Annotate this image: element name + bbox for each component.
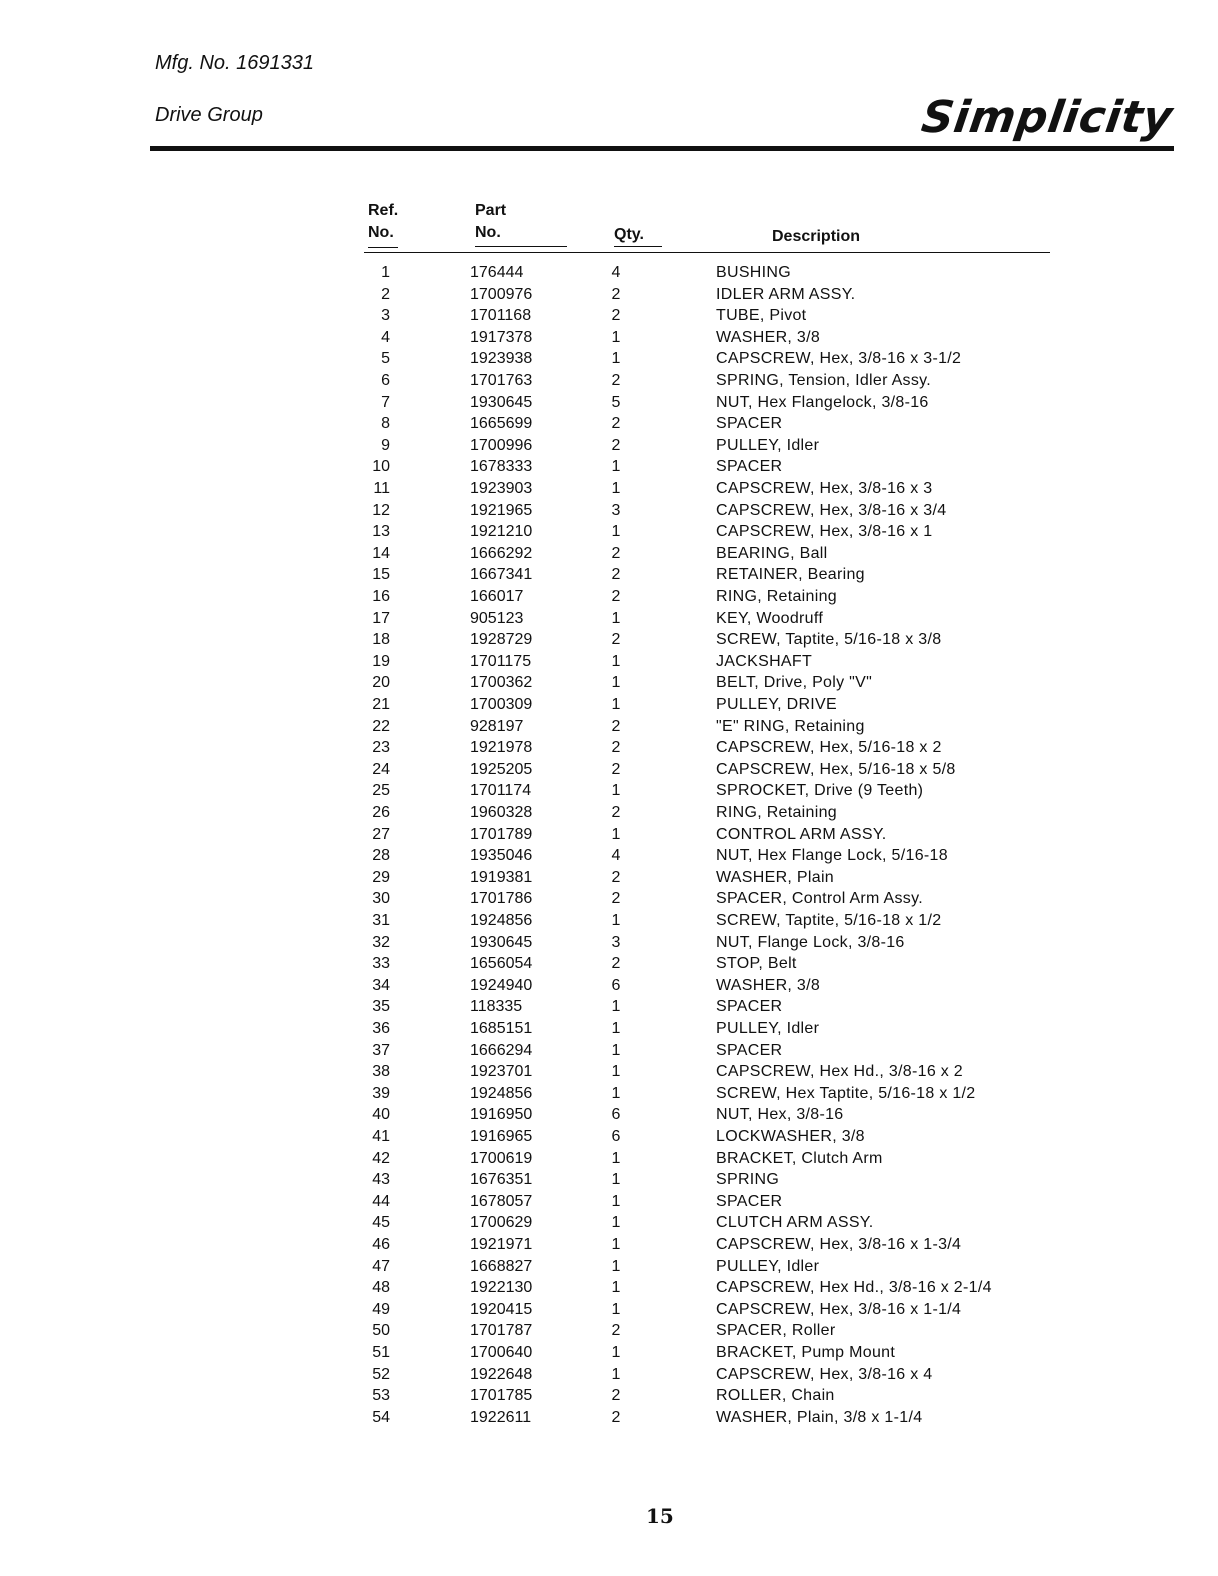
part-number-cell: 1921210 [470, 523, 533, 541]
part-header-underline [475, 246, 567, 247]
ref-cell: 4 [381, 328, 390, 346]
part-number-cell: 905123 [470, 609, 524, 627]
description-cell: SPACER [716, 1041, 783, 1059]
ref-cell: 5 [381, 350, 390, 368]
ref-cell: 28 [372, 847, 390, 865]
table-row [0, 564, 1218, 585]
part-number-cell: 176444 [470, 264, 524, 281]
description-cell: SPROCKET, Drive (9 Teeth) [716, 782, 924, 800]
qty-cell: 1 [611, 652, 621, 670]
part-number-cell: 1701789 [470, 825, 533, 843]
part-number-cell: 1700629 [470, 1214, 533, 1232]
description-cell: IDLER ARM ASSY. [716, 285, 856, 303]
ref-cell: 31 [372, 912, 390, 929]
qty-cell: 1 [611, 1084, 621, 1102]
table-row [0, 262, 1218, 283]
table-row [0, 1407, 1218, 1428]
table-row [0, 1212, 1218, 1233]
table-row [0, 1256, 1218, 1277]
qty-cell: 2 [611, 415, 621, 433]
table-row [0, 1040, 1218, 1061]
description-cell: CLUTCH ARM ASSY. [716, 1214, 874, 1232]
table-row [0, 305, 1218, 326]
page-number: 15 [646, 1504, 674, 1528]
table-row [0, 608, 1218, 629]
table-row [0, 672, 1218, 693]
table-row [0, 867, 1218, 888]
table-row [0, 1061, 1218, 1082]
description-cell: CAPSCREW, Hex Hd., 3/8-16 x 2 [716, 1063, 964, 1081]
ref-cell: 26 [372, 804, 390, 821]
description-cell: CAPSCREW, Hex Hd., 3/8-16 x 2-1/4 [716, 1279, 992, 1297]
part-number-cell: 1922611 [470, 1408, 532, 1426]
table-row [0, 780, 1218, 801]
ref-cell: 50 [372, 1322, 390, 1340]
ref-cell: 40 [372, 1106, 390, 1124]
qty-cell: 1 [611, 998, 621, 1016]
qty-cell: 2 [611, 890, 621, 908]
table-row [0, 1320, 1218, 1341]
description-cell: SPACER [716, 415, 783, 433]
ref-cell: 6 [381, 372, 390, 389]
description-cell: BEARING, Ball [716, 544, 828, 562]
qty-cell: 1 [611, 1171, 621, 1189]
brand-logo: Simplicity [918, 92, 1176, 143]
ref-header-underline [368, 247, 398, 248]
part-number-cell: 1923701 [470, 1063, 533, 1081]
ref-cell: 51 [372, 1344, 390, 1361]
ref-cell: 45 [372, 1214, 390, 1232]
description-cell: SPRING, Tension, Idler Assy. [716, 372, 932, 389]
table-row [0, 888, 1218, 909]
ref-cell: 19 [372, 652, 390, 670]
qty-cell: 1 [611, 328, 621, 346]
description-cell: BUSHING [716, 264, 791, 281]
part-number-cell: 166017 [470, 588, 524, 605]
description-cell: SCREW, Taptite, 5/16-18 x 1/2 [716, 912, 942, 929]
part-number-cell: 1928729 [470, 631, 533, 649]
ref-cell: 1 [381, 264, 390, 281]
description-cell: CAPSCREW, Hex, 3/8-16 x 1-1/4 [716, 1300, 962, 1318]
description-cell: CAPSCREW, Hex, 3/8-16 x 3-1/2 [716, 350, 962, 368]
description-cell: NUT, Flange Lock, 3/8-16 [716, 933, 905, 951]
part-number-cell: 1668827 [470, 1257, 533, 1275]
part-number-cell: 1935046 [470, 847, 533, 865]
ref-cell: 37 [372, 1041, 390, 1059]
qty-cell: 2 [611, 566, 621, 584]
ref-cell: 21 [372, 696, 390, 713]
table-row [0, 629, 1218, 650]
qty-cell: 2 [611, 804, 621, 821]
part-number-cell: 1960328 [470, 804, 533, 821]
qty-cell: 1 [611, 480, 621, 497]
ref-cell: 52 [372, 1365, 390, 1383]
part-number-cell: 1916965 [470, 1128, 533, 1145]
ref-header-line2: No. [368, 224, 394, 241]
qty-cell: 1 [611, 1236, 621, 1253]
table-row [0, 348, 1218, 369]
qty-cell: 1 [611, 1300, 621, 1318]
qty-cell: 2 [611, 1322, 621, 1340]
ref-cell: 18 [372, 631, 390, 649]
part-column-header [475, 200, 506, 244]
description-cell: TUBE, Pivot [716, 307, 807, 325]
ref-cell: 49 [372, 1300, 390, 1318]
ref-cell: 11 [373, 480, 390, 497]
description-cell: KEY, Woodruff [716, 609, 824, 627]
part-number-cell: 1676351 [470, 1171, 533, 1189]
table-row [0, 716, 1218, 737]
ref-cell: 32 [372, 933, 390, 951]
qty-cell: 6 [611, 1128, 621, 1145]
ref-column-header [368, 200, 398, 244]
ref-cell: 43 [372, 1171, 390, 1189]
qty-cell: 1 [611, 1192, 621, 1210]
description-cell: "E" RING, Retaining [716, 717, 865, 735]
ref-cell: 24 [372, 760, 390, 778]
table-row [0, 478, 1218, 499]
ref-cell: 12 [372, 501, 390, 519]
qty-cell: 1 [611, 696, 621, 713]
ref-cell: 15 [372, 566, 390, 584]
part-number-cell: 1701785 [470, 1387, 533, 1405]
table-row [0, 392, 1218, 413]
qty-cell: 2 [611, 544, 621, 562]
table-row [0, 284, 1218, 305]
part-number-cell: 1916950 [470, 1106, 533, 1124]
part-number-cell: 1925205 [470, 760, 533, 778]
part-number-cell: 1924940 [470, 976, 533, 994]
ref-cell: 7 [381, 393, 390, 411]
qty-cell: 4 [611, 264, 621, 281]
description-cell: SPACER, Control Arm Assy. [716, 890, 923, 908]
table-row [0, 1234, 1218, 1255]
part-header-line2: No. [475, 224, 501, 241]
ref-cell: 27 [372, 825, 390, 843]
description-cell: CAPSCREW, Hex, 3/8-16 x 3 [716, 480, 933, 497]
qty-cell: 2 [611, 588, 621, 605]
ref-cell: 30 [372, 890, 390, 908]
table-row [0, 1191, 1218, 1212]
part-number-cell: 1923903 [470, 480, 533, 497]
description-cell: LOCKWASHER, 3/8 [716, 1128, 865, 1145]
description-cell: CAPSCREW, Hex, 3/8-16 x 4 [716, 1365, 933, 1383]
qty-cell: 1 [611, 1365, 621, 1383]
qty-header-underline [614, 246, 662, 247]
ref-cell: 20 [372, 674, 390, 692]
description-cell: SPRING [716, 1171, 780, 1189]
ref-cell: 53 [372, 1387, 390, 1405]
ref-cell: 33 [372, 955, 390, 973]
ref-cell: 13 [372, 523, 390, 541]
qty-cell: 2 [611, 307, 621, 325]
description-cell: NUT, Hex Flange Lock, 5/16-18 [716, 847, 948, 865]
table-row [0, 370, 1218, 391]
qty-cell: 2 [611, 717, 621, 735]
table-row [0, 456, 1218, 477]
table-row [0, 327, 1218, 348]
qty-cell: 1 [611, 1041, 621, 1059]
description-cell: SCREW, Taptite, 5/16-18 x 3/8 [716, 631, 942, 649]
table-row [0, 932, 1218, 953]
ref-cell: 41 [372, 1128, 390, 1145]
description-cell: SPACER [716, 458, 783, 476]
table-row [0, 1169, 1218, 1190]
description-cell: WASHER, 3/8 [716, 976, 821, 994]
part-number-cell: 1666294 [470, 1041, 533, 1059]
part-number-cell: 1930645 [470, 393, 533, 411]
description-cell: SPACER, Roller [716, 1322, 836, 1340]
description-cell: JACKSHAFT [716, 652, 813, 670]
part-number-cell: 1701174 [470, 782, 532, 800]
qty-cell: 1 [611, 609, 621, 627]
table-row [0, 1018, 1218, 1039]
part-number-cell: 1701168 [470, 307, 532, 325]
table-row [0, 413, 1218, 434]
ref-cell: 16 [372, 588, 390, 605]
ref-cell: 23 [372, 739, 390, 757]
table-row [0, 1277, 1218, 1298]
description-cell: NUT, Hex, 3/8-16 [716, 1106, 844, 1124]
description-cell: CAPSCREW, Hex, 3/8-16 x 1 [716, 523, 933, 541]
table-row [0, 694, 1218, 715]
part-number-cell: 1665699 [470, 415, 533, 433]
ref-cell: 17 [372, 609, 390, 627]
qty-cell: 3 [611, 501, 621, 519]
qty-cell: 1 [611, 912, 621, 929]
qty-cell: 2 [611, 631, 621, 649]
qty-cell: 2 [611, 285, 621, 303]
qty-cell: 1 [611, 825, 621, 843]
part-number-cell: 1700619 [470, 1149, 533, 1167]
ref-cell: 14 [372, 544, 390, 562]
part-number-cell: 1921978 [470, 739, 533, 757]
description-cell: BRACKET, Pump Mount [716, 1344, 896, 1361]
qty-cell: 3 [611, 933, 621, 951]
ref-cell: 25 [372, 782, 390, 800]
table-row [0, 1299, 1218, 1320]
part-number-cell: 1678333 [470, 458, 533, 476]
table-row [0, 435, 1218, 456]
description-cell: CAPSCREW, Hex, 3/8-16 x 3/4 [716, 501, 947, 519]
table-row [0, 802, 1218, 823]
description-cell: BELT, Drive, Poly "V" [716, 674, 873, 692]
qty-cell: 1 [611, 458, 621, 476]
part-number-cell: 1924856 [470, 912, 533, 929]
part-number-cell: 1922130 [470, 1279, 533, 1297]
qty-cell: 2 [611, 868, 621, 886]
part-number-cell: 1700976 [470, 285, 533, 303]
table-row [0, 737, 1218, 758]
table-row [0, 759, 1218, 780]
ref-cell: 35 [372, 998, 390, 1016]
table-row [0, 1126, 1218, 1147]
description-cell: PULLEY, Idler [716, 436, 820, 454]
table-row [0, 521, 1218, 542]
table-row [0, 1083, 1218, 1104]
ref-cell: 54 [372, 1408, 390, 1426]
part-number-cell: 1923938 [470, 350, 533, 368]
part-number-cell: 1921971 [470, 1236, 533, 1253]
qty-cell: 1 [611, 674, 621, 692]
ref-cell: 44 [372, 1192, 390, 1210]
part-number-cell: 1919381 [470, 868, 533, 886]
part-number-cell: 118335 [470, 998, 523, 1016]
description-cell: RING, Retaining [716, 804, 837, 821]
qty-cell: 1 [611, 1344, 621, 1361]
ref-cell: 36 [372, 1020, 390, 1037]
description-cell: NUT, Hex Flangelock, 3/8-16 [716, 393, 929, 411]
qty-cell: 2 [611, 436, 621, 454]
qty-cell: 1 [611, 523, 621, 541]
table-row [0, 824, 1218, 845]
part-number-cell: 1930645 [470, 933, 533, 951]
qty-cell: 2 [611, 372, 621, 389]
part-number-cell: 1678057 [470, 1192, 533, 1210]
description-cell: WASHER, Plain [716, 868, 835, 886]
description-cell: RETAINER, Bearing [716, 566, 865, 584]
qty-cell: 1 [611, 1063, 621, 1081]
qty-cell: 1 [611, 1020, 621, 1037]
description-cell: CAPSCREW, Hex, 5/16-18 x 5/8 [716, 760, 956, 778]
qty-cell: 2 [611, 955, 621, 973]
ref-cell: 22 [372, 717, 390, 735]
qty-cell: 1 [611, 1279, 621, 1297]
description-cell: CAPSCREW, Hex, 5/16-18 x 2 [716, 739, 942, 757]
part-number-cell: 1701786 [470, 890, 533, 908]
ref-cell: 38 [372, 1063, 390, 1081]
description-cell: WASHER, 3/8 [716, 328, 821, 346]
part-number-cell: 1700996 [470, 436, 533, 454]
table-row [0, 1104, 1218, 1125]
part-number-cell: 1700362 [470, 674, 533, 692]
table-row [0, 1342, 1218, 1363]
part-number-cell: 1917378 [470, 328, 533, 346]
table-row [0, 910, 1218, 931]
table-row [0, 845, 1218, 866]
table-row [0, 975, 1218, 996]
qty-cell: 1 [611, 1214, 621, 1232]
part-number-cell: 1700640 [470, 1344, 533, 1361]
manufacturer-number: Mfg. No. 1691331 [155, 52, 314, 74]
qty-cell: 1 [611, 782, 621, 800]
table-row [0, 500, 1218, 521]
qty-cell: 1 [611, 350, 621, 368]
qty-cell: 2 [611, 739, 621, 757]
qty-cell: 1 [611, 1257, 621, 1275]
description-cell: SPACER [716, 998, 783, 1016]
ref-header-line1: Ref. [368, 202, 399, 219]
ref-cell: 10 [372, 458, 390, 476]
description-cell: PULLEY, Idler [716, 1257, 820, 1275]
ref-cell: 2 [381, 285, 390, 303]
part-number-cell: 1666292 [470, 544, 533, 562]
ref-cell: 34 [372, 976, 390, 994]
part-header-line1: Part [475, 202, 507, 219]
ref-cell: 48 [372, 1279, 390, 1297]
ref-cell: 29 [372, 868, 390, 886]
description-column-header: Description [772, 228, 861, 245]
ref-cell: 9 [381, 436, 390, 454]
qty-cell: 2 [611, 760, 621, 778]
part-number-cell: 1701763 [470, 372, 533, 389]
section-title: Drive Group [155, 104, 263, 126]
qty-cell: 2 [611, 1408, 621, 1426]
description-cell: PULLEY, Idler [716, 1020, 820, 1037]
description-cell: SCREW, Hex Taptite, 5/16-18 x 1/2 [716, 1084, 976, 1102]
qty-cell: 1 [611, 1149, 621, 1167]
part-number-cell: 1920415 [470, 1300, 533, 1318]
part-number-cell: 1685151 [470, 1020, 533, 1037]
ref-cell: 8 [381, 415, 390, 433]
part-number-cell: 1701175 [470, 652, 532, 670]
qty-cell: 5 [611, 393, 621, 411]
description-cell: RING, Retaining [716, 588, 837, 605]
table-row [0, 1148, 1218, 1169]
qty-cell: 2 [611, 1387, 621, 1405]
part-number-cell: 1667341 [470, 566, 533, 584]
qty-cell: 6 [611, 1106, 621, 1124]
part-number-cell: 928197 [470, 717, 524, 735]
ref-cell: 39 [372, 1084, 390, 1102]
table-row [0, 651, 1218, 672]
description-cell: ROLLER, Chain [716, 1387, 835, 1405]
description-cell: CAPSCREW, Hex, 3/8-16 x 1-3/4 [716, 1236, 962, 1253]
ref-cell: 46 [372, 1236, 390, 1253]
table-row [0, 1385, 1218, 1406]
header-rule [150, 146, 1174, 151]
ref-cell: 42 [372, 1149, 390, 1167]
part-number-cell: 1700309 [470, 696, 533, 713]
part-number-cell: 1656054 [470, 955, 533, 973]
description-cell: BRACKET, Clutch Arm [716, 1149, 883, 1167]
description-cell: SPACER [716, 1192, 783, 1210]
description-cell: WASHER, Plain, 3/8 x 1-1/4 [716, 1408, 923, 1426]
table-header-rule [364, 252, 1050, 253]
part-number-cell: 1924856 [470, 1084, 533, 1102]
part-number-cell: 1701787 [470, 1322, 533, 1340]
ref-cell: 3 [381, 307, 390, 325]
table-row [0, 996, 1218, 1017]
qty-cell: 4 [611, 847, 621, 865]
qty-cell: 6 [611, 976, 621, 994]
description-cell: CONTROL ARM ASSY. [716, 825, 887, 843]
qty-column-header: Qty. [614, 226, 644, 243]
table-row [0, 543, 1218, 564]
ref-cell: 47 [372, 1257, 390, 1275]
table-row [0, 1364, 1218, 1385]
table-row [0, 586, 1218, 607]
part-number-cell: 1921965 [470, 501, 533, 519]
part-number-cell: 1922648 [470, 1365, 533, 1383]
table-row [0, 953, 1218, 974]
description-cell: STOP, Belt [716, 955, 797, 973]
description-cell: PULLEY, DRIVE [716, 696, 837, 713]
